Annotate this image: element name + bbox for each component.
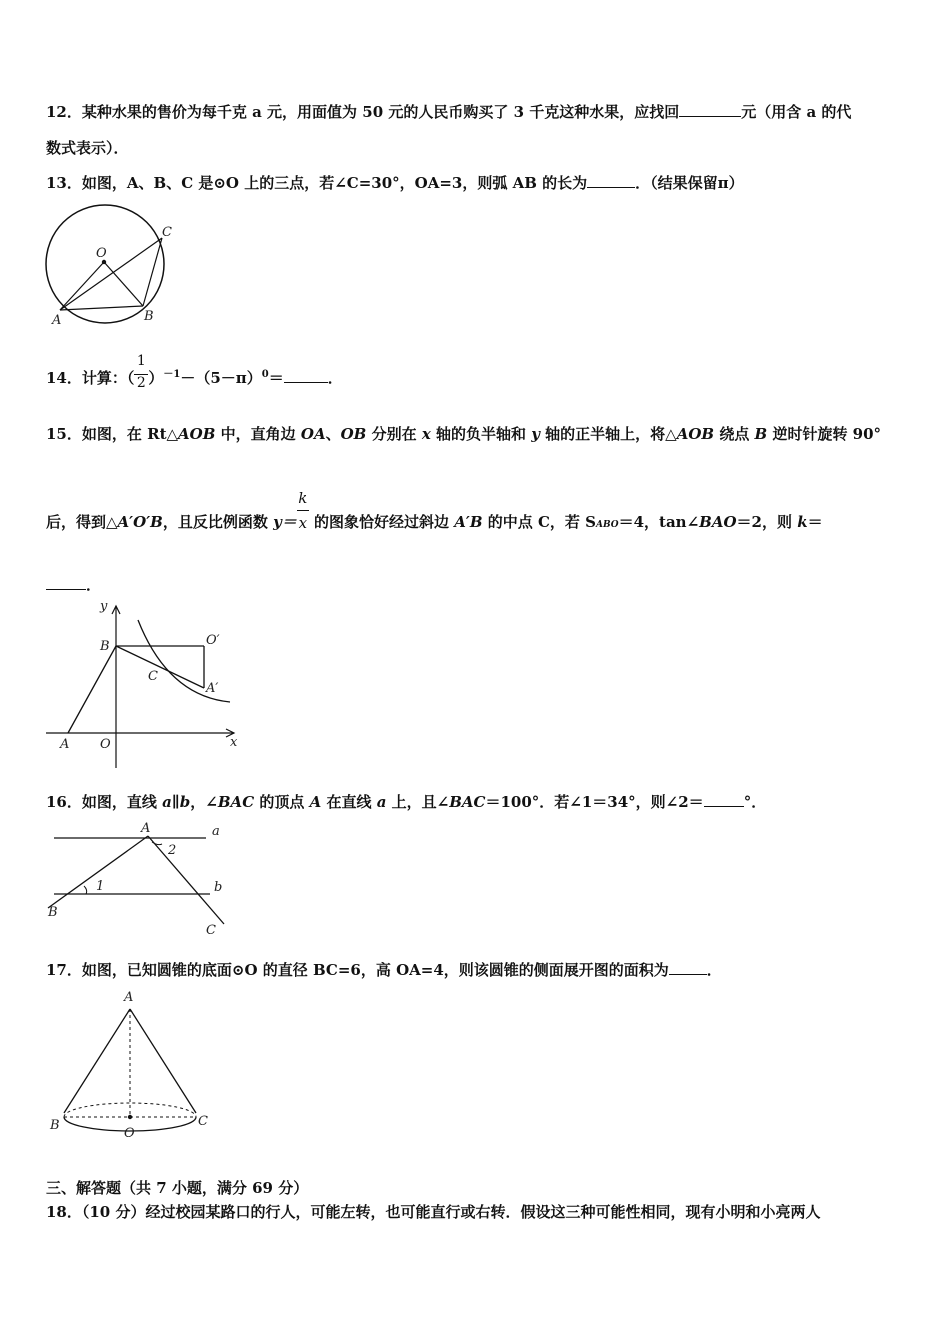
q12-line2: 数式表示）． [46, 139, 129, 157]
q15-label-b: B [100, 639, 110, 654]
q17-label-O: O [124, 1126, 135, 1141]
q12-answer-blank[interactable] [679, 102, 741, 117]
q16-label-a: a [212, 824, 220, 839]
q15-graph-figure [40, 598, 250, 770]
q16-label-b: b [214, 880, 223, 895]
q15-label-o: O [100, 737, 111, 752]
q17-line: 17．如图，已知圆锥的底面⊙O 的直径 BC=6，高 OA=4，则该圆锥的侧面展开图的面积为 ． [46, 961, 722, 979]
q13-label-b: B [144, 309, 154, 324]
q15-label-o-prime: O′ [206, 633, 220, 648]
q16-label-B: B [48, 905, 58, 920]
q17-label-B: B [50, 1118, 60, 1133]
q14-line: 14．计算：（ $\frac{1}{2}$ ）$^{-1}-(5-\pi)^0=$ ． [46, 353, 343, 391]
q17-label-C: C [198, 1114, 208, 1129]
q13-circle-figure [40, 200, 180, 330]
q16-parallel-figure [40, 818, 240, 938]
q18-line: 18．（10 分）经过校园某路口的行人，可能左转，也可能直行或右转．假设这三种可能性相同，现有小明和小亮两人 [46, 1203, 821, 1221]
q15-line1: 15．如图，在 Rt△AOB 中，直角边 OA、OB 分别在 x 轴的负半轴和 y 轴的正半轴上，将△AOB 绕点 B 逆时针旋转 90° [46, 425, 882, 443]
q13-line: 13．如图，A、B、C 是⊙O 上的三点，若∠C=30°，OA=3，则弧 AB 的长为 ．（结果保留π） [46, 174, 744, 192]
q12-line1: 12．某种水果的售价为每千克 a 元，用面值为 50 元的人民币购买了 3 千克这种水果，应找回 元（用含 a 的代 [46, 103, 852, 121]
q16-label-A: A [141, 821, 151, 836]
q16-label-2: 2 [168, 843, 177, 858]
q16-label-1: 1 [96, 879, 105, 894]
q16-label-C: C [206, 923, 216, 938]
q13-label-a: A [52, 313, 62, 328]
q15-label-y: y [100, 599, 108, 614]
q17-answer-blank[interactable] [669, 960, 707, 975]
q15-line2: 后，得到△A′O′B，且反比例函数 y＝ $\frac{k}{x}$ 的图象恰好经过斜边 A′B 的中点 C，若 SABO＝4，tan∠BAO＝2，则 k＝ [46, 489, 823, 532]
q17-cone-figure [40, 985, 220, 1145]
q16-answer-blank[interactable] [704, 792, 744, 807]
q15-label-a: A [60, 737, 70, 752]
q13-label-o: O [96, 246, 107, 261]
q15-answer-blank[interactable] [46, 575, 86, 590]
q13-answer-blank[interactable] [587, 173, 635, 188]
q15-line3: ． [46, 575, 101, 595]
q15-label-c: C [148, 669, 158, 684]
q13-label-c: C [162, 225, 172, 240]
q17-label-A: A [124, 990, 134, 1005]
q15-fraction: $\frac{k}{x}$ [298, 489, 308, 532]
q15-label-a-prime: A′ [206, 681, 219, 696]
q14-answer-blank[interactable] [284, 368, 328, 383]
q16-line: 16．如图，直线 a∥b，∠BAC 的顶点 A 在直线 a 上，且∠BAC＝100°．若∠1＝34°，则∠2＝ °． [46, 793, 767, 811]
q15-label-x: x [230, 735, 238, 750]
q14-fraction: $\frac{1}{2}$ [134, 369, 148, 389]
section3-title: 三、解答题（共 7 小题，满分 69 分） [46, 1179, 309, 1197]
